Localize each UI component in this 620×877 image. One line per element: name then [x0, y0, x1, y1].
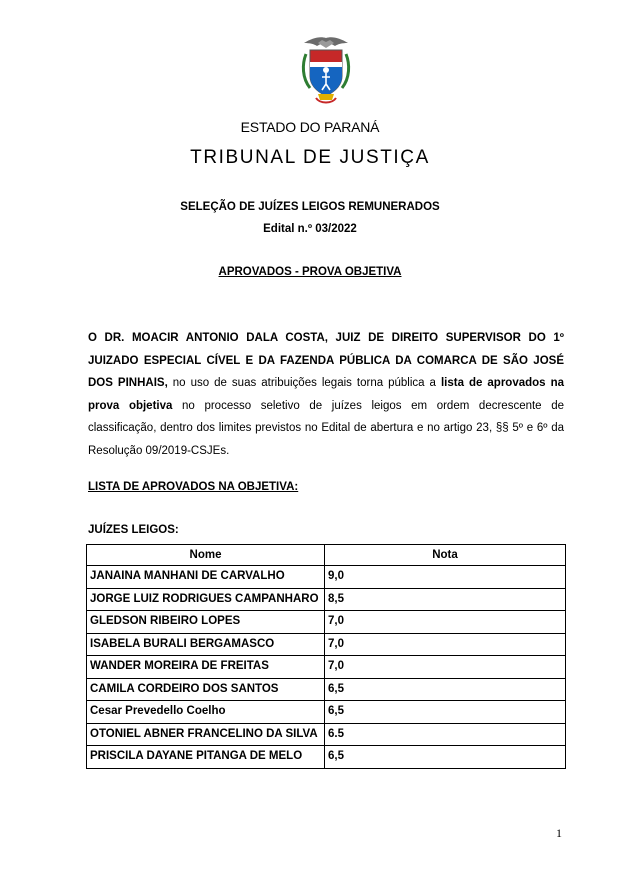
table-row [87, 566, 566, 589]
section-title: JUÍZES LEIGOS: [88, 524, 179, 536]
candidate-name: OTONIEL ABNER FRANCELINO DA SILVA [87, 723, 325, 746]
table-header-row [87, 545, 566, 566]
candidate-name: Cesar Prevedello Coelho [87, 701, 325, 724]
approved-list-phrase: lista de aprovados na prova objetiva [88, 377, 564, 412]
parana-coat-of-arms-icon [296, 34, 356, 106]
column-header-grade: Nota [325, 545, 566, 566]
table-row [87, 611, 566, 634]
page-number: 1 [556, 826, 562, 840]
table-row [87, 656, 566, 679]
candidate-grade: 8,5 [325, 588, 566, 611]
edital-number: Edital n.º 03/2022 [263, 223, 357, 235]
table-row [87, 633, 566, 656]
approved-heading: APROVADOS - PROVA OBJETIVA [218, 266, 402, 278]
column-header-name: Nome [87, 545, 325, 566]
paragraph-text-2: no processo seletivo de juízes leigos em ordem decrescente de classificação, dentro dos limites previstos no Edital de abertura e no artigo 23, §§ 5º e 6º da Resolução 09/2019-CSJEs. [88, 399, 564, 457]
candidate-name: PRISCILA DAYANE PITANGA DE MELO [87, 746, 325, 769]
candidate-name: JANAINA MANHANI DE CARVALHO [87, 566, 325, 589]
candidate-grade: 6.5 [325, 723, 566, 746]
results-table [86, 544, 566, 769]
candidate-name: WANDER MOREIRA DE FREITAS [87, 656, 325, 679]
table-row [87, 701, 566, 724]
candidate-name: JORGE LUIZ RODRIGUES CAMPANHARO [87, 588, 325, 611]
paragraph-text-1: no uso de suas atribuições legais torna pública a [167, 377, 441, 389]
candidate-name: CAMILA CORDEIRO DOS SANTOS [87, 678, 325, 701]
candidate-name: ISABELA BURALI BERGAMASCO [87, 633, 325, 656]
state-name: ESTADO DO PARANÁ [240, 119, 380, 135]
candidate-name: GLEDSON RIBEIRO LOPES [87, 611, 325, 634]
candidate-grade: 6,5 [325, 746, 566, 769]
candidate-grade: 6,5 [325, 701, 566, 724]
list-title: LISTA DE APROVADOS NA OBJETIVA: [88, 481, 299, 493]
candidate-grade: 7,0 [325, 611, 566, 634]
candidate-grade: 7,0 [325, 633, 566, 656]
table-row [87, 588, 566, 611]
announcement-paragraph [88, 327, 564, 462]
supervisor-intro: O DR. MOACIR ANTONIO DALA COSTA, JUIZ DE DIREITO SUPERVISOR DO 1º JUIZADO ESPECIAL CÍVEL E DA FAZENDA PÚBLICA DA COMARCA DE SÃO JOSÉ DOS PINHAIS, [88, 332, 564, 389]
court-name: TRIBUNAL DE JUSTIÇA [190, 147, 430, 168]
candidate-grade: 6,5 [325, 678, 566, 701]
candidate-grade: 7,0 [325, 656, 566, 679]
table-row [87, 723, 566, 746]
table-row [87, 678, 566, 701]
selection-title: SELEÇÃO DE JUÍZES LEIGOS REMUNERADOS [180, 201, 440, 213]
candidate-grade: 9,0 [325, 566, 566, 589]
table-row [87, 746, 566, 769]
